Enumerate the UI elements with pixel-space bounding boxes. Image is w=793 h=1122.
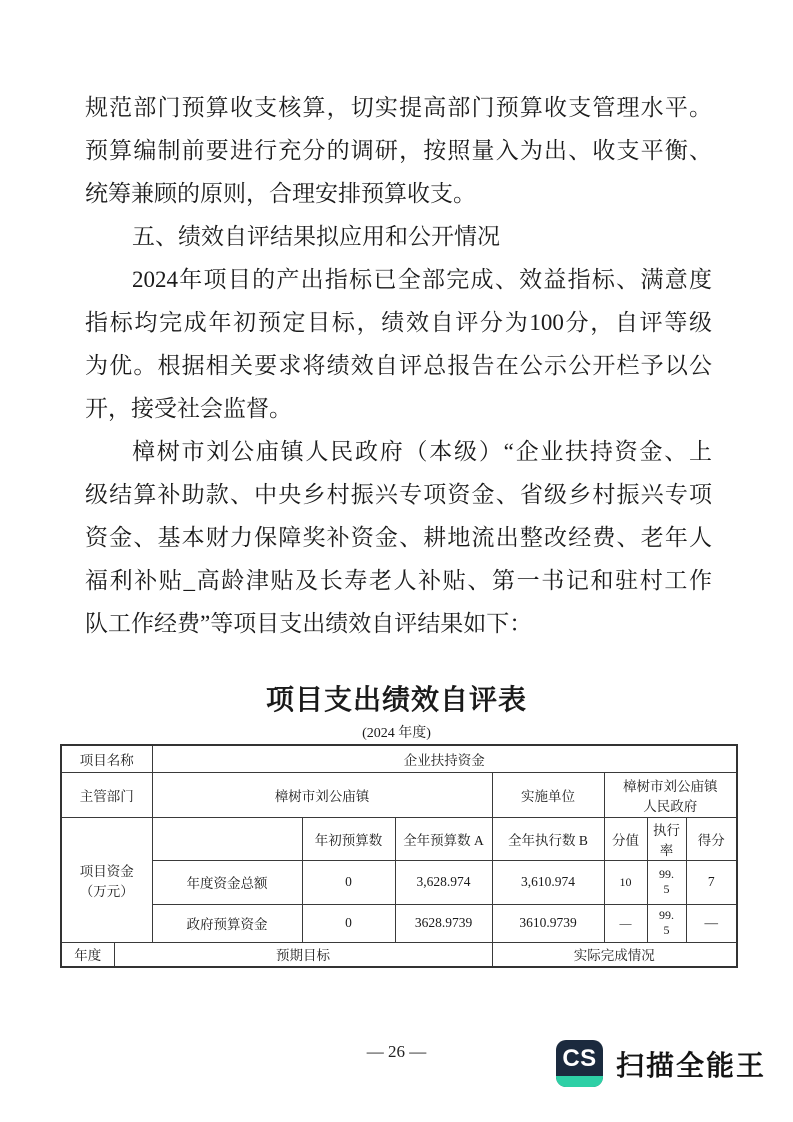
camscanner-icon-letters: CS [562, 1044, 597, 1072]
score-cell: — [686, 904, 737, 942]
text-line: 樟树市刘公庙镇人民政府（本级）“企业扶持资金、上 [132, 439, 712, 464]
text-line: 队工作经费”等项目支出绩效自评结果如下： [85, 611, 533, 636]
dept-value-cell: 樟树市刘公庙镇 [152, 772, 492, 817]
funds-label: 项目资金（万元） [79, 863, 134, 899]
impl-unit-value-cell [604, 772, 737, 817]
table-subtitle: (2024 年度) [362, 726, 431, 741]
section-heading: 五、绩效自评结果拟应用和公开情况 [132, 224, 500, 249]
text-line: 指标均完成年初预定目标，绩效自评分为100分，自评等级 [85, 310, 712, 335]
impl-unit-label-cell: 实施单位 [492, 772, 604, 817]
row-label-cell: 年度资金总额 [152, 860, 302, 904]
text-line: 统筹兼顾的原则，合理安排预算收支。 [85, 181, 476, 206]
col-header-annual-executed: 全年执行数 B [492, 817, 604, 860]
camscanner-icon [556, 1040, 603, 1087]
table-row [61, 904, 737, 942]
project-name-value-cell: 企业扶持资金 [152, 745, 737, 772]
text-line: 预算编制前要进行充分的调研，按照量入为出、收支平衡、 [85, 138, 712, 163]
text-line: 开，接受社会监督。 [85, 396, 292, 421]
col-header-initial-budget: 年初预算数 [302, 817, 395, 860]
weight-cell: — [604, 904, 647, 942]
col-header-score: 得分 [686, 817, 737, 860]
annual-budget-cell: 3628.9739 [395, 904, 492, 942]
initial-budget-cell: 0 [302, 904, 395, 942]
year-label-cell: 年度 [61, 942, 114, 967]
table-row [61, 860, 737, 904]
exec-rate-cell [647, 904, 686, 942]
page-number: — 26 — [366, 1042, 427, 1061]
body-text [85, 86, 712, 645]
text-line: 资金、基本财力保障奖补资金、耕地流出整改经费、老年人 [85, 525, 712, 550]
table-title: 项目支出绩效自评表 [265, 685, 527, 716]
expected-goal-cell: 预期目标 [114, 942, 492, 967]
dept-label-cell: 主管部门 [61, 772, 152, 817]
annual-budget-cell: 3,628.974 [395, 860, 492, 904]
col-header-annual-budget: 全年预算数 A [395, 817, 492, 860]
col-header-weight: 分值 [604, 817, 647, 860]
text-line: 规范部门预算收支核算，切实提高部门预算收支管理水平。 [85, 95, 712, 120]
exec-rate-value: 99.5 [658, 908, 674, 937]
score-cell: 7 [686, 860, 737, 904]
text-line: 福利补贴_高龄津贴及长寿老人补贴、第一书记和驻村工作 [85, 568, 712, 593]
funds-label-cell [61, 817, 152, 942]
initial-budget-cell: 0 [302, 860, 395, 904]
exec-rate-cell [647, 860, 686, 904]
text-line: 为优。根据相关要求将绩效自评总报告在公示公开栏予以公 [85, 353, 712, 378]
camscanner-app-name: 扫描全能王 [616, 1049, 767, 1081]
impl-unit-value: 樟树市刘公庙镇人民政府 [623, 778, 718, 814]
camscanner-logo [556, 1040, 766, 1087]
annual-executed-cell: 3610.9739 [492, 904, 604, 942]
exec-rate-value: 99.5 [658, 867, 674, 896]
actual-completion-cell: 实际完成情况 [492, 942, 737, 967]
empty-cell [152, 817, 302, 860]
annual-executed-cell: 3,610.974 [492, 860, 604, 904]
camscanner-icon-accent [556, 1076, 603, 1087]
eval-table [60, 744, 738, 968]
text-line: 级结算补助款、中央乡村振兴专项资金、省级乡村振兴专项 [85, 482, 712, 507]
weight-cell: 10 [604, 860, 647, 904]
exec-rate-header: 执行率 [653, 822, 680, 858]
row-label-cell: 政府预算资金 [152, 904, 302, 942]
text-line: 2024年项目的产出指标已全部完成、效益指标、满意度 [132, 267, 712, 292]
col-header-exec-rate [647, 817, 686, 860]
project-name-label-cell: 项目名称 [61, 745, 152, 772]
